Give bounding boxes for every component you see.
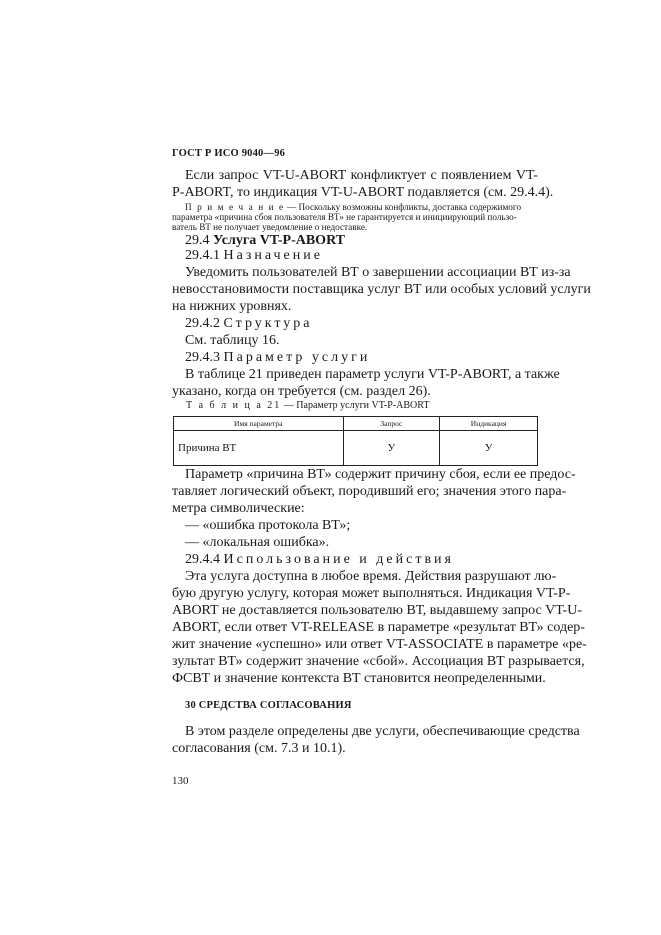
page-number: 130 <box>172 775 189 787</box>
paragraph-reason-line2: тавляет логический объект, породивший его; значения этого пара- <box>172 484 567 499</box>
paragraph-usage-line2: бую другую услугу, которая может выполняться. Индикация VT-P- <box>172 586 571 601</box>
section-29-4-4-heading: 29.4.4 Использование и действия <box>185 552 454 567</box>
col-header-name: Имя параметра <box>174 417 344 431</box>
table-21-caption: Т а б л и ц а 21 — Параметр услуги VT-P-ABORT <box>186 400 430 411</box>
paragraph-negotiation-line2: согласования (см. 7.3 и 10.1). <box>172 741 346 756</box>
table-header-row <box>174 417 538 431</box>
paragraph-params-line1: В таблице 21 приведен параметр услуги VT-P-ABORT, а также <box>185 367 560 382</box>
document-header: ГОСТ Р ИСО 9040—96 <box>172 148 286 159</box>
paragraph-conflict-line1: Если запрос VT-U-ABORT конфликтует с появлением VT- <box>185 168 538 183</box>
paragraph-usage-line6: зультат ВТ» содержит значение «сбой». Ассоциация ВТ разрывается, <box>172 654 585 669</box>
cell-param-name: Причина ВТ <box>174 431 344 466</box>
paragraph-structure: См. таблицу 16. <box>185 333 280 348</box>
paragraph-params-line2: указано, когда он требуется (см. раздел 26). <box>172 384 431 399</box>
section-29-4-1-heading: 29.4.1 Назначение <box>185 248 323 263</box>
paragraph-usage-line7: ФСВТ и значение контекста ВТ становится неопределенными. <box>172 671 546 686</box>
note-line2: параметра «причина сбоя пользователя ВТ» не гарантируется и инициирующий пользо- <box>172 212 517 222</box>
paragraph-negotiation-line1: В этом разделе определены две услуги, обеспечивающие средства <box>185 724 580 739</box>
paragraph-reason-line1: Параметр «причина ВТ» содержит причину сбоя, если ее предос- <box>185 467 576 482</box>
cell-indication: У <box>440 431 538 466</box>
paragraph-conflict-line2: P-ABORT, то индикация VT-U-ABORT подавляется (см. 29.4.4). <box>172 185 554 200</box>
list-item: — «локальная ошибка». <box>185 535 330 550</box>
section-29-4-heading: 29.4 Услуга VT-P-ABORT <box>185 233 346 248</box>
section-30-heading: 30 СРЕДСТВА СОГЛАСОВАНИЯ <box>185 700 352 711</box>
paragraph-usage-line1: Эта услуга доступна в любое время. Действия разрушают лю- <box>185 569 557 584</box>
col-header-request: Запрос <box>343 417 440 431</box>
paragraph-usage-line5: жит значение «успешно» или ответ VT-ASSOCIATE в параметре «ре- <box>172 637 587 652</box>
paragraph-usage-line3: ABORT не доставляется пользователю ВТ, выдавшему запрос VT-U- <box>172 603 582 618</box>
note-line3: ватель ВТ не получает уведомление о недоставке. <box>172 222 368 232</box>
section-29-4-2-title: 29.4.2 Структура <box>185 316 313 331</box>
table-row <box>174 431 538 466</box>
section-29-4-3-heading: 29.4.3 Параметр услуги <box>185 350 371 365</box>
paragraph-purpose-line1: Уведомить пользователей ВТ о завершении ассоциации ВТ из-за <box>185 265 571 280</box>
paragraph-purpose-line2: невосстановимости поставщика услуг ВТ или особых условий услуги <box>172 282 591 297</box>
col-header-indication: Индикация <box>440 417 538 431</box>
paragraph-purpose-line3: на нижних уровнях. <box>172 299 292 314</box>
table-21 <box>173 416 538 466</box>
list-item: — «ошибка протокола ВТ»; <box>185 518 351 533</box>
paragraph-reason-line3: метра символические: <box>172 501 305 516</box>
cell-request: У <box>343 431 440 466</box>
note-line1: П р и м е ч а н и е — Поскольку возможны конфликты, доставка содержимого <box>185 202 522 212</box>
paragraph-usage-line4: ABORT, если ответ VT-RELEASE в параметре «результат ВТ» содер- <box>172 620 585 635</box>
